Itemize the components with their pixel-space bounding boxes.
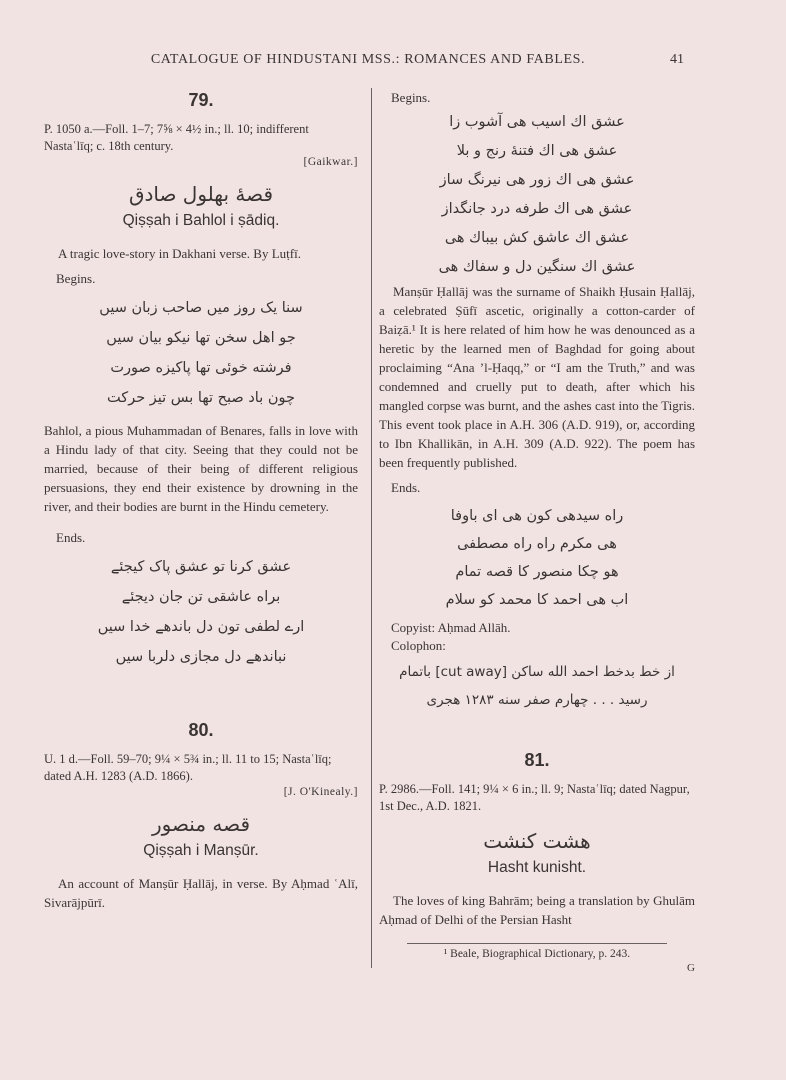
verse-line: چون باد صبح تها بس تیز حرکت <box>107 390 295 406</box>
entry-79-title: Qiṣṣah i Bahlol i ṣādiq. <box>122 212 280 229</box>
verse-line: هو چکا منصور کا قصه تمام <box>455 564 619 580</box>
entry-81-meta: P. 2986.—Foll. 141; 9¼ × 6 in.; ll. 9; Nastaʿlīq; dated Nagpur, 1st Dec., A.D. 1821. <box>379 782 690 813</box>
right-column <box>379 88 695 974</box>
verse-line: فرشته خوئی تها پاکیزه صورت <box>110 360 292 376</box>
entry-80-begins-verses <box>379 108 695 282</box>
entry-79-urdu-title: قصهٔ بهلول صادق <box>128 182 274 206</box>
verse-line: عشق هی اك زور هی نیرنگ ساز <box>439 172 635 188</box>
verse-line: عشق هی اك طرفه درد جانگداز <box>441 201 633 217</box>
running-header: CATALOGUE OF HINDUSTANI MSS.: ROMANCES AND FABLES. <box>150 52 586 67</box>
entry-80-source: [J. O'Kinealy.] <box>283 786 358 798</box>
entry-79-number: 79. <box>188 90 214 110</box>
verse-line: سنا یک روز میں صاحب زبان سیں <box>99 300 303 316</box>
entry-80-colophon <box>379 658 695 714</box>
verse-line: هی مکرم راه راه مصطفی <box>457 536 617 552</box>
verse-line: عشق اك عاشق کش بیباك هی <box>444 230 630 246</box>
verse-line: براه عاشقی تن جان دیجئے <box>121 589 281 605</box>
entry-80-ends-label: Ends. <box>391 480 421 495</box>
entry-79-description: A tragic love-story in Dakhani verse. By Luṭfī. <box>58 246 301 261</box>
entry-80-colophon-label: Colophon: <box>391 638 446 653</box>
left-column <box>44 88 358 912</box>
colophon-line: از خط بدخط احمد الله ساکن [cut away] باتمام <box>399 664 675 680</box>
entry-80-meta: U. 1 d.—Foll. 59–70; 9¼ × 5¾ in.; ll. 11 to 15; Nastaʿlīq; dated A.H. 1283 (A.D. 1866). <box>44 752 332 783</box>
verse-line: عشق کرنا تو عشق پاک کیجئے <box>110 559 292 575</box>
signature-mark: G <box>687 962 695 974</box>
page-number: 41 <box>670 52 684 67</box>
entry-80-ends-verses <box>379 502 695 614</box>
entry-79-ends-verses <box>44 552 358 672</box>
entry-79-summary: Bahlol, a pious Muhammadan of Benares, falls in love with a Hindu lady of that city. Seeing that they could not be married, because of their being of different religious persuasions, they end their existence by drowning in the river, and their bodies are burnt in the Hindu cemetery. <box>44 423 358 514</box>
entry-79-begins-verses <box>44 293 358 413</box>
column-divider <box>371 88 372 968</box>
footnote: ¹ Beale, Biographical Dictionary, p. 243. <box>443 948 631 960</box>
entry-80-text: Manṣūr Ḥallāj was the surname of Shaikh Ḥusain Ḥallāj, a celebrated Ṣūfī ascetic, originally a cotton-carder of Baiẓā.¹ It is here related of him how he was denounced as a heretic by the learned men of Baghdad for going about proclaiming “Ana ’l-Ḥaqq,” or “I am the Truth,” and was condemned and cruelly put to death, after which his mangled corpse was burnt, and the ashes cast into the Tigris. This event took place in A.H. 306 (A.D. 919), or, according to Ibn Khallikān, in A.H. 309 (A.D. 922). The poem has been frequently published. <box>379 284 695 470</box>
entry-79-begins-label: Begins. <box>56 271 96 286</box>
entry-80-copyist: Copyist: Aḥmad Allāh. <box>391 620 511 635</box>
entry-80-urdu-title: قصه منصور <box>151 812 251 836</box>
entry-80-title: Qiṣṣah i Manṣūr. <box>143 842 259 859</box>
verse-line: عشق اك اسیب هی آشوب زا <box>449 114 625 130</box>
verse-line: نباندهے دل مجازی دلربا سیں <box>115 649 287 665</box>
entry-80-number: 80. <box>188 720 214 740</box>
entry-79-ends-label: Ends. <box>56 530 86 545</box>
entry-80-begins-label: Begins. <box>391 90 431 105</box>
verse-line: عشق اك سنگین دل و سفاك هی <box>438 259 636 275</box>
footnote-rule <box>407 943 667 944</box>
entry-81-urdu-title: هشت کنشت <box>483 829 591 853</box>
entry-81-number: 81. <box>524 750 550 770</box>
entry-79-meta: P. 1050 a.—Foll. 1–7; 7⅝ × 4½ in.; ll. 10; indifferent Nastaʿlīq; c. 18th century. <box>44 122 309 153</box>
verse-line: جو اهل سخن تها نیکو بیان سیں <box>106 330 296 346</box>
verse-line: راه سیدهی کون هی ای باوفا <box>450 508 624 524</box>
entry-81-title: Hasht kunisht. <box>487 859 587 876</box>
verse-line: اب هی احمد کا محمد کو سلام <box>445 592 629 608</box>
colophon-line: رسید . . . چهارم صفر سنه ۱۲۸۳ هجری <box>426 692 648 708</box>
verse-line: ارے لطفی تون دل باندهے خدا سیں <box>97 619 305 635</box>
entry-79-source: [Gaikwar.] <box>303 156 358 168</box>
entry-80-description: An account of Manṣūr Ḥallāj, in verse. By Aḥmad ʿAlī, Sivarājpūrī. <box>44 876 358 910</box>
entry-81-description: The loves of king Bahrām; being a translation by Ghulām Aḥmad of Delhi of the Persian Hasht <box>379 893 695 927</box>
verse-line: عشق هی اك فتنهٔ رنج و بلا <box>456 143 618 159</box>
